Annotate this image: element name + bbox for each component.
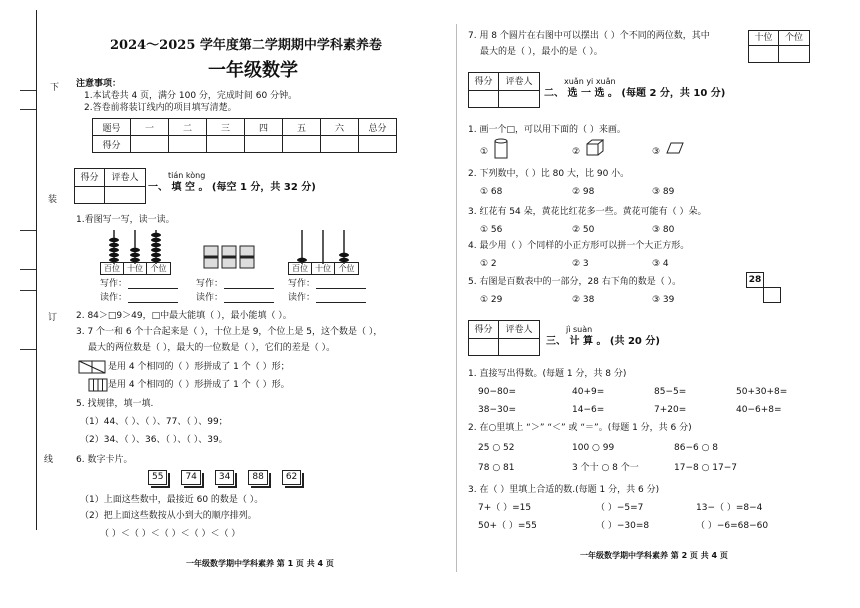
calc-1-item[interactable]: 85−5= bbox=[654, 387, 687, 397]
binding-margin-boxes bbox=[20, 60, 36, 480]
calc-2-item[interactable]: 78 ○ 81 bbox=[478, 463, 515, 473]
question-5-part-1: （1）44、（ ）、（ ）、77、（ ）、99； bbox=[80, 417, 228, 427]
read-answer-line-2[interactable] bbox=[224, 302, 274, 303]
ones-header: 个位 bbox=[779, 31, 809, 46]
hundred-chart-cell-28: 28 bbox=[746, 272, 764, 288]
choice-4: 4. 最少用（ ）个同样的小正方形可以拼一个大正方形。 bbox=[468, 241, 690, 251]
number-card: 88 bbox=[248, 470, 267, 485]
number-card: 74 bbox=[181, 470, 200, 485]
question-2: 2. 84＞□9＞49，□中最大能填（ ），最小能填（ ）。 bbox=[76, 311, 292, 321]
write-label-3: 写作： bbox=[288, 279, 316, 289]
calc-3-item[interactable]: 7+（ ）=15 bbox=[478, 503, 532, 513]
score-cell[interactable] bbox=[207, 136, 245, 153]
calc-2-item[interactable]: 25 ○ 52 bbox=[478, 443, 515, 453]
place-label: 个位 bbox=[338, 264, 355, 273]
question-3-line-2: 最大的两位数是（ ），最大的一位数是（ ），它们的差是（ ）。 bbox=[88, 343, 336, 353]
calc-1-item[interactable]: 50+30+8= bbox=[736, 387, 788, 397]
choice-5-opt-1[interactable]: ① 29 bbox=[480, 295, 503, 305]
read-answer-line-3[interactable] bbox=[316, 302, 366, 303]
write-answer-line-3[interactable] bbox=[316, 288, 366, 289]
read-label-2: 读作： bbox=[196, 293, 224, 303]
score-table-header: 六 bbox=[321, 119, 359, 136]
question-3-line-1: 3. 7 个一和 6 个十合起来是（ ），十位上是 9，个位上是 5，这个数是（ ）， bbox=[76, 327, 383, 337]
read-label-1: 读作： bbox=[100, 293, 128, 303]
choice-4-opt-2[interactable]: ② 3 bbox=[572, 259, 589, 269]
score-cell[interactable] bbox=[131, 136, 169, 153]
binding-char-2: 装 bbox=[48, 195, 58, 205]
choice-1: 1. 画一个□，可以用下面的（ ）来画。 bbox=[468, 125, 626, 135]
question-4-line-2: 是用 4 个相同的（ ）形拼成了 1 个（ ）形。 bbox=[108, 380, 290, 390]
tens-header: 十位 bbox=[749, 31, 778, 46]
choice-2-opt-1[interactable]: ① 68 bbox=[480, 187, 503, 197]
grader-label: 评卷人 bbox=[499, 73, 539, 91]
calc-1-item[interactable]: 40+9= bbox=[572, 387, 605, 397]
binding-char-1: 下 bbox=[50, 83, 60, 93]
place-label: 百位 bbox=[289, 263, 312, 274]
choice-5: 5. 右图是百数表中的一部分，28 右下角的数是（ ）。 bbox=[468, 277, 682, 287]
calc-3-item[interactable]: （ ）−6=68−60 bbox=[696, 521, 769, 531]
calc-3-item[interactable]: 50+（ ）=55 bbox=[478, 521, 537, 531]
question-4-line-1: 是用 4 个相同的（ ）形拼成了 1 个（ ）形； bbox=[108, 362, 290, 372]
calc-1-item[interactable]: 14−6= bbox=[572, 405, 605, 415]
cube-icon bbox=[586, 139, 604, 157]
hundred-chart-cell-blank bbox=[763, 287, 781, 303]
calc-3-item[interactable]: （ ）−30=8 bbox=[596, 521, 650, 531]
write-answer-line-2[interactable] bbox=[224, 288, 274, 289]
calc-2-item[interactable]: 86−6 ○ 8 bbox=[674, 443, 719, 453]
choice-4-opt-1[interactable]: ① 2 bbox=[480, 259, 497, 269]
section2-title: 二、 选 一 选 。 (每题 2 分，共 10 分) bbox=[544, 88, 726, 99]
choice-3-opt-3[interactable]: ③ 80 bbox=[652, 225, 675, 235]
calc-1-item[interactable]: 38−30= bbox=[478, 405, 516, 415]
question-6-ordering: （ ）＜（ ）＜（ ）＜（ ）＜（ ） bbox=[100, 529, 241, 539]
parallelogram-icon bbox=[666, 142, 684, 154]
square-split-shape-icon bbox=[78, 360, 106, 374]
calc-1-item[interactable]: 7+20= bbox=[654, 405, 687, 415]
write-answer-line-1[interactable] bbox=[128, 288, 178, 289]
section2-pinyin: xuǎn yi xuǎn bbox=[564, 77, 616, 86]
grader-label: 评卷人 bbox=[499, 321, 539, 339]
question-6: 6. 数字卡片。 bbox=[76, 455, 133, 465]
read-label-3: 读作： bbox=[288, 293, 316, 303]
section3-title: 三、 计 算 。 (共 20 分) bbox=[546, 336, 660, 347]
score-cell[interactable] bbox=[321, 136, 359, 153]
score-cell[interactable] bbox=[169, 136, 207, 153]
read-answer-line-1[interactable] bbox=[128, 302, 178, 303]
calc-1-item[interactable]: 40−6+8= bbox=[736, 405, 782, 415]
calc-2-item[interactable]: 3 个十 ○ 8 个一 bbox=[572, 463, 639, 473]
section1-pinyin: tián kòng bbox=[168, 171, 206, 180]
calc-3-item[interactable]: 13−（ ）=8−4 bbox=[696, 503, 763, 513]
score-cell[interactable] bbox=[283, 136, 321, 153]
exam-title: 2024～2025 学年度第二学期期中学科素养卷 bbox=[110, 38, 382, 53]
score-cell[interactable] bbox=[245, 136, 283, 153]
notes-heading: 注意事项： bbox=[76, 79, 122, 89]
section1-scorebox bbox=[74, 168, 146, 204]
calc-3: 3. 在（ ）里填上合适的数.(每题 1 分，共 6 分) bbox=[468, 485, 660, 495]
binding-char-4: 线 bbox=[44, 455, 54, 465]
number-card: 62 bbox=[282, 470, 301, 485]
score-table-header: 三 bbox=[207, 119, 245, 136]
place-label: 个位 bbox=[150, 264, 167, 273]
choice-5-opt-3[interactable]: ③ 39 bbox=[652, 295, 675, 305]
choice-1-opt-1[interactable]: ① bbox=[480, 147, 489, 157]
subject-title: 一年级数学 bbox=[208, 60, 298, 81]
number-cards bbox=[148, 470, 301, 485]
section3-scorebox bbox=[468, 320, 540, 356]
question-5: 5. 找规律，填一填. bbox=[76, 399, 154, 409]
score-table-header: 五 bbox=[283, 119, 321, 136]
page-divider bbox=[456, 24, 457, 572]
section1-title: 一、 填 空 。 (每空 1 分，共 32 分) bbox=[148, 182, 316, 193]
score-table-header: 总分 bbox=[359, 119, 397, 136]
score-label: 得分 bbox=[469, 321, 498, 339]
page-footer-2: 一年级数学期中学科素养 第 2 页 共 4 页 bbox=[580, 551, 728, 560]
score-table-row-label: 得分 bbox=[93, 136, 131, 153]
note-1: 1.本试卷共 4 页，满分 100 分，完成时间 60 分钟。 bbox=[84, 91, 298, 101]
calc-2-item[interactable]: 100 ○ 99 bbox=[572, 443, 615, 453]
number-card: 55 bbox=[148, 470, 167, 485]
question-5-part-2: （2）34、（ ）、36、（ ）、（ ）、39。 bbox=[80, 435, 228, 445]
choice-5-opt-2[interactable]: ② 38 bbox=[572, 295, 595, 305]
choice-3: 3. 红花有 54 朵，黄花比红花多一些。黄花可能有（ ）朵。 bbox=[468, 207, 707, 217]
choice-3-opt-1[interactable]: ① 56 bbox=[480, 225, 503, 235]
score-table-header: 题号 bbox=[93, 119, 131, 136]
calc-3-item[interactable]: （ ）−5=7 bbox=[596, 503, 644, 513]
page-footer-1: 一年级数学期中学科素养 第 1 页 共 4 页 bbox=[186, 559, 334, 568]
choice-1-opt-3[interactable]: ③ bbox=[652, 147, 661, 157]
calc-2-item[interactable]: 17−8 ○ 17−7 bbox=[674, 463, 738, 473]
write-label-1: 写作： bbox=[100, 279, 128, 289]
rect-split-shape-icon bbox=[88, 378, 108, 392]
grader-label: 评卷人 bbox=[105, 169, 145, 187]
score-cell[interactable] bbox=[359, 136, 397, 153]
choice-3-opt-2[interactable]: ② 50 bbox=[572, 225, 595, 235]
calc-1: 1. 直接写出得数。(每题 1 分，共 8 分) bbox=[468, 369, 627, 379]
place-label: 十位 bbox=[312, 263, 335, 274]
abacus-label-row-1 bbox=[100, 262, 171, 275]
question-1: 1.看图写一写，读一读。 bbox=[76, 215, 175, 225]
sticks-bundle-picture bbox=[200, 244, 260, 272]
binding-char-3: 订 bbox=[48, 313, 58, 323]
score-label: 得分 bbox=[75, 169, 104, 187]
write-label-2: 写作： bbox=[196, 279, 224, 289]
place-value-chart bbox=[748, 30, 810, 63]
place-label: 百位 bbox=[101, 263, 124, 274]
section3-pinyin: jì suàn bbox=[566, 325, 593, 334]
score-table-header: 一 bbox=[131, 119, 169, 136]
calc-1-item[interactable]: 90−80= bbox=[478, 387, 516, 397]
choice-2-opt-2[interactable]: ② 98 bbox=[572, 187, 595, 197]
binding-line bbox=[36, 10, 37, 530]
abacus-label-row-2 bbox=[288, 262, 359, 275]
cylinder-icon bbox=[494, 138, 508, 160]
score-table-header: 二 bbox=[169, 119, 207, 136]
choice-4-opt-3[interactable]: ③ 4 bbox=[652, 259, 669, 269]
question-6-part-1: （1）上面这些数中，最接近 60 的数是（ ）。 bbox=[80, 495, 264, 505]
calc-2: 2. 在○里填上 “＞” “＜” 或 “＝”。(每题 1 分，共 6 分) bbox=[468, 423, 692, 433]
question-6-part-2: （2）把上面这些数按从小到大的顺序排列。 bbox=[80, 511, 257, 521]
choice-2-opt-3[interactable]: ③ 89 bbox=[652, 187, 675, 197]
place-label: 十位 bbox=[124, 263, 147, 274]
question-7-line-1: 7. 用 8 个圆片在右图中可以摆出（ ）个不同的两位数，其中 bbox=[468, 31, 710, 41]
choice-2: 2. 下列数中，（ ）比 80 大，比 90 小。 bbox=[468, 169, 630, 179]
note-2: 2.答卷前将装订线内的项目填写清楚。 bbox=[84, 103, 237, 113]
choice-1-opt-2[interactable]: ② bbox=[572, 147, 581, 157]
score-label: 得分 bbox=[469, 73, 498, 91]
hundred-chart-fragment bbox=[746, 272, 782, 304]
number-card: 34 bbox=[215, 470, 234, 485]
score-table bbox=[92, 118, 397, 153]
question-7-line-2: 最大的是（ ），最小的是（ ）。 bbox=[480, 47, 603, 57]
score-table-header: 四 bbox=[245, 119, 283, 136]
section2-scorebox bbox=[468, 72, 540, 108]
